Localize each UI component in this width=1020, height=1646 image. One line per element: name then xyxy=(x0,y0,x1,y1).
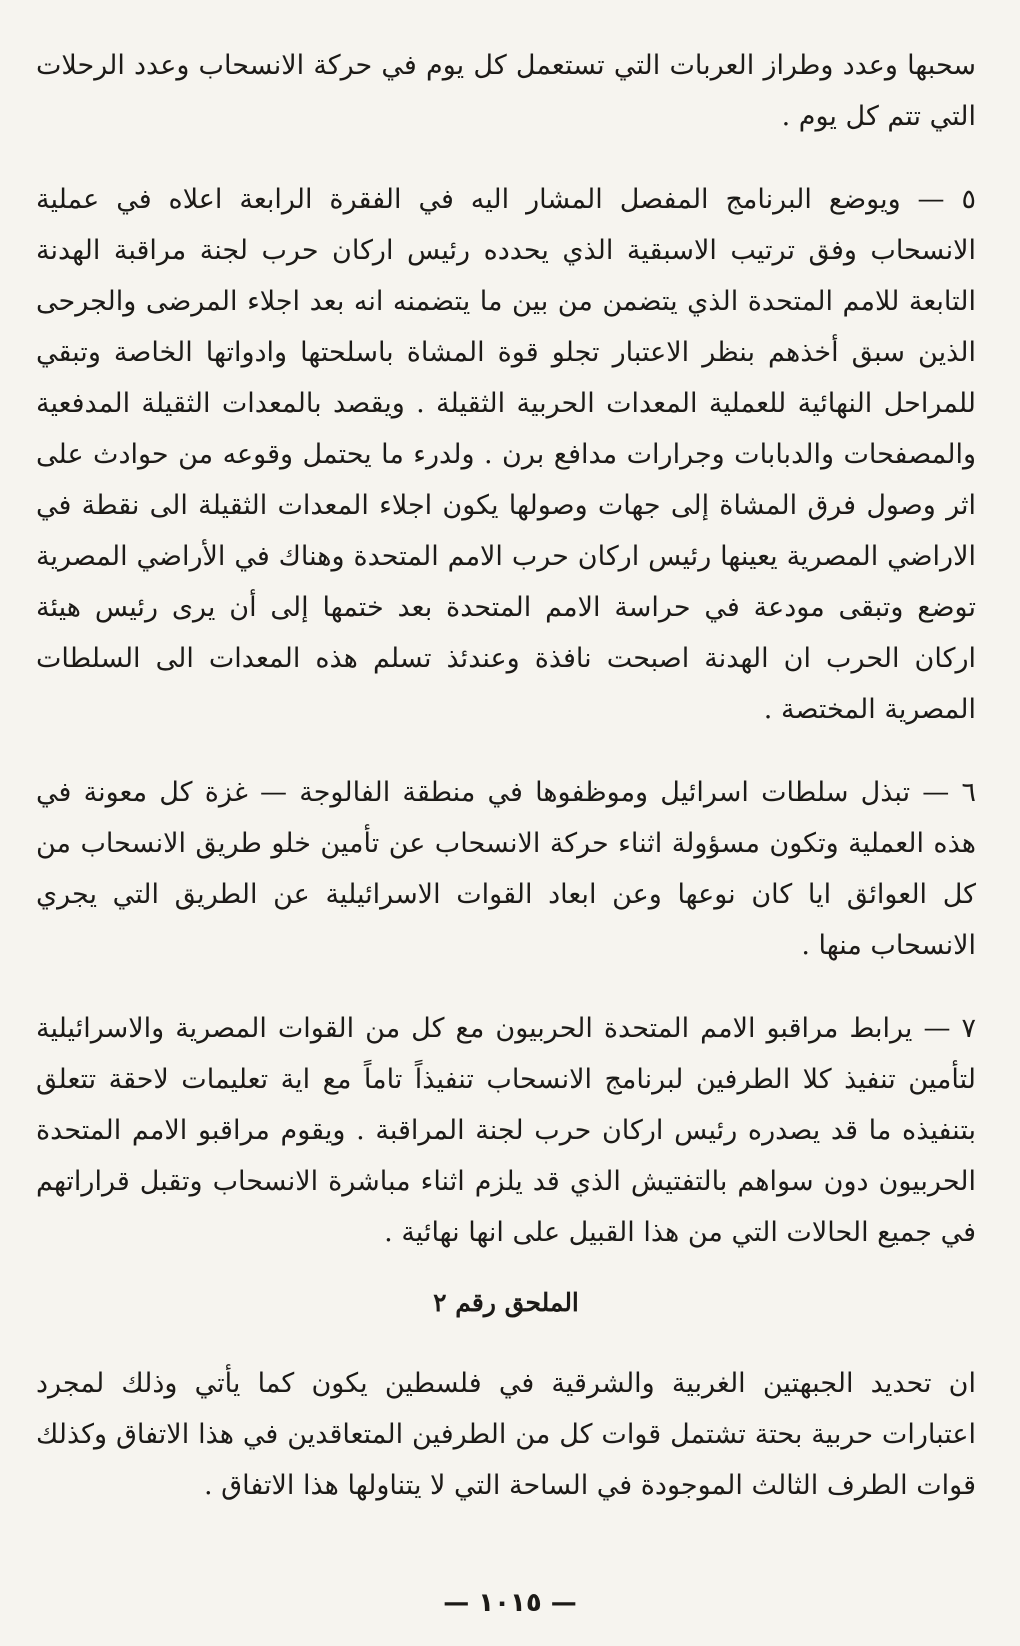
page-number: — ١٠١٥ — xyxy=(443,1588,577,1618)
paragraph-clause-6: ٦ — تبذل سلطات اسرائيل وموظفوها في منطقة الفالوجة — غزة كل معونة في هذه العملية وتكون مسؤولة اثناء حركة الانسحاب عن تأمين خلو طريق الانسحاب من كل العوائق ايا كان نوعها وعن ابعاد القوات الاسرائيلية عن الطريق التي يجري الانسحاب منها . xyxy=(36,777,976,961)
paragraph-clause-5: ٥ — ويوضع البرنامج المفصل المشار اليه في الفقرة الرابعة اعلاه في عملية الانسحاب وفق ترتيب الاسبقية الذي يحدده رئيس اركان حرب لجنة مراقبة الهدنة التابعة للامم المتحدة الذي يتضمن من بين ما يتضمنه انه بعد اجلاء المرضى والجرحى الذين سبق أخذهم بنظر الاعتبار تجلو قوة المشاة باسلحتها وادواتها الخاصة وتبقي للمراحل النهائية للعملية المعدات الحربية الثقيلة . ويقصد بالمعدات الثقيلة المدفعية والمصفحات والدبابات وجرارات مدافع برن . ولدرء ما يحتمل وقوعه من حوادث على اثر وصول فرق المشاة إلى جهات وصولها يكون اجلاء المعدات الثقيلة الى نقطة في الاراضي المصرية يعينها رئيس اركان حرب الامم المتحدة وهناك في الأراضي المصرية توضع وتبقى مودعة في حراسة الامم المتحدة بعد ختمها إلى أن يرى رئيس هيئة اركان الحرب ان الهدنة اصبحت نافذة وعندئذ تسلم هذه المعدات الى السلطات المصرية المختصة . xyxy=(36,184,976,725)
annex-paragraph: ان تحديد الجبهتين الغربية والشرقية في فلسطين يكون كما يأتي وذلك لمجرد اعتبارات حربية بحتة تشتمل قوات كل من الطرفين المتعاقدين في هذا الاتفاق وكذلك قوات الطرف الثالث الموجودة في الساحة التي لا يتناولها هذا الاتفاق . xyxy=(36,1368,976,1501)
paragraph-clause-7: ٧ — يرابط مراقبو الامم المتحدة الحربيون مع كل من القوات المصرية والاسرائيلية لتأمين تنفيذ كلا الطرفين لبرنامج الانسحاب تنفيذاً تاماً مع اية تعليمات لاحقة تتعلق بتنفيذه ما قد يصدره رئيس اركان حرب لجنة المراقبة . ويقوم مراقبو الامم المتحدة الحربيون دون سواهم بالتفتيش الذي قد يلزم اثناء مباشرة الانسحاب وتقبل قراراتهم في جميع الحالات التي من هذا القبيل على انها نهائية . xyxy=(36,1013,976,1248)
paragraph-continuation: سحبها وعدد وطراز العربات التي تستعمل كل يوم في حركة الانسحاب وعدد الرحلات التي تتم كل يوم . xyxy=(36,50,976,132)
annex-heading: الملحق رقم ٢ xyxy=(433,1288,579,1317)
